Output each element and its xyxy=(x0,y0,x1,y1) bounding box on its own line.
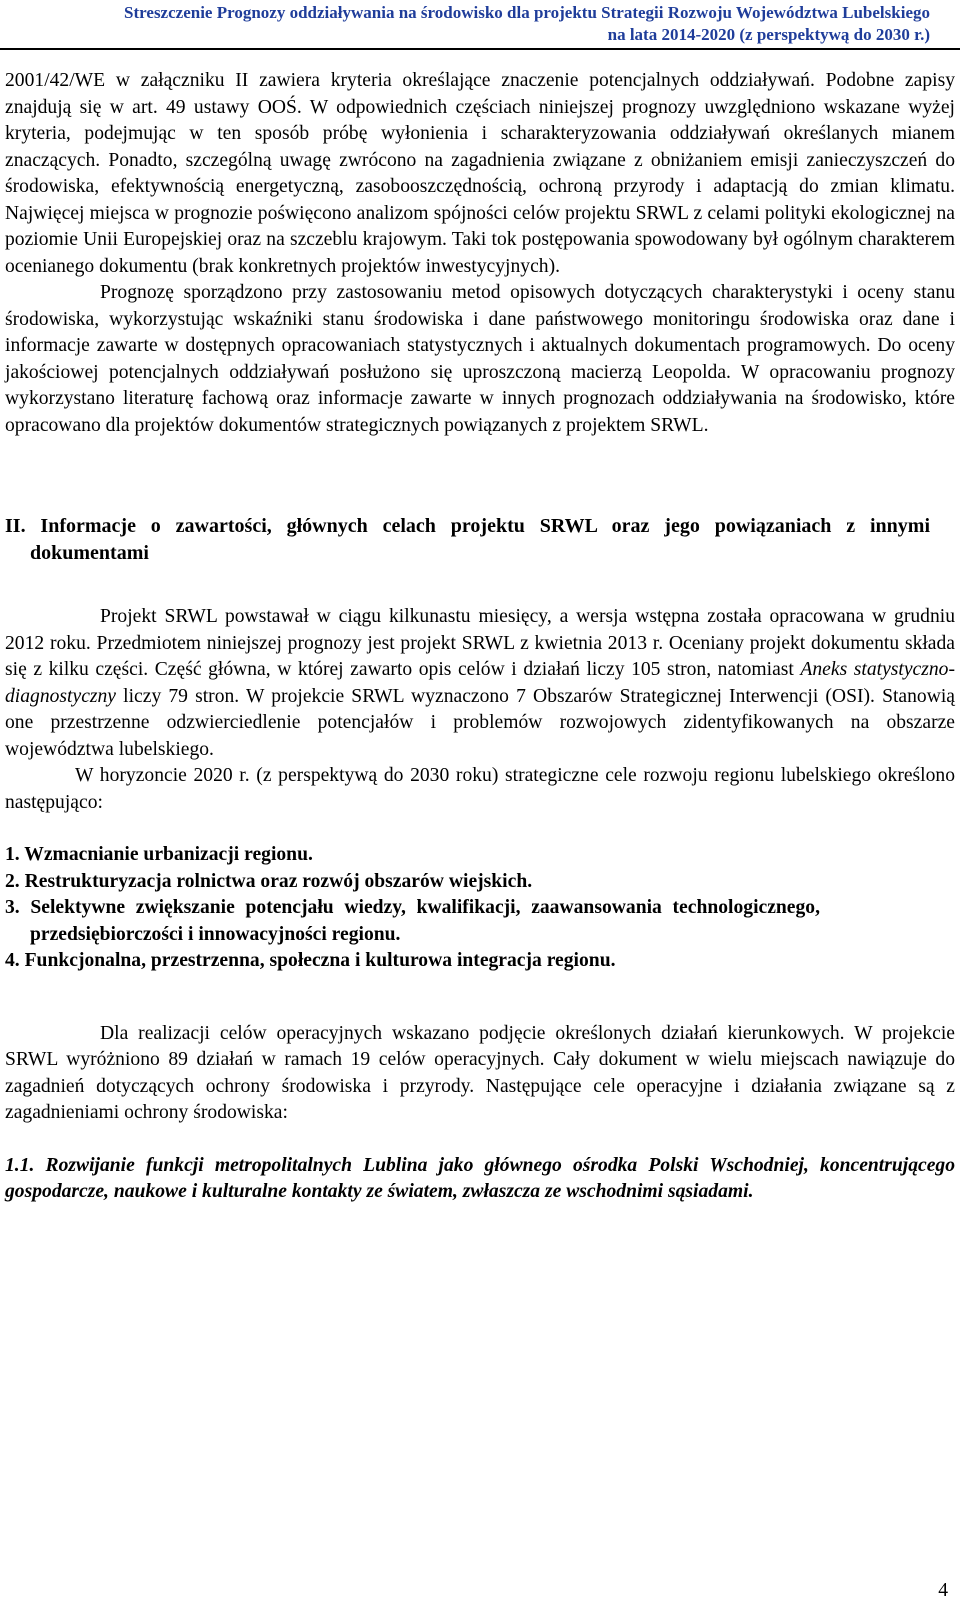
list-item: 4. Funkcjonalna, przestrzenna, społeczna i kulturowa integracja regionu. xyxy=(5,950,616,971)
section-heading: II. Informacje o zawartości, głównych celach projektu SRWL oraz jego powiązaniach z innymi dokumentami xyxy=(5,515,930,564)
paragraph-3-text-a: Projekt SRWL powstawał w ciągu kilkunastu miesięcy, a wersja wstępna została opracowana w grudniu 2012 roku. Przedmiotem niniejszej prognozy jest projekt SRWL z kwietnia 2013 r. Oceniany projekt dokumentu składa się z kilku części. Część główna, w której zawarto opis celów i działań liczy 105 stron, natomiast xyxy=(5,606,955,680)
strategic-goals-list xyxy=(5,842,955,975)
paragraph-3-italic: Aneks statystyczno-diagnostyczny xyxy=(5,659,955,707)
document-body xyxy=(5,68,955,1206)
header-rule xyxy=(0,48,960,50)
paragraph-2: Prognozę sporządzono przy zastosowaniu metod opisowych dotyczących charakterystyki i oceny stanu środowiska, wykorzystując wskaźniki stanu środowiska i dane państwowego monitoringu środowiska oraz dane i informacje zawarte w dostępnych opracowaniach statystycznych i aktualnych dokumentach programowych. Do oceny jakościowej potencjalnych oddziaływań posłużono się uproszczoną macierzą Leopolda. W opracowaniu prognozy wykorzystano literaturę fachową oraz informacje zawarte w innych prognozach oddziaływania na środowisko, które opracowano dla projektów dokumentów strategicznych powiązanych z projektem SRWL. xyxy=(5,282,955,436)
paragraph-3-text-b: liczy 79 stron. W projekcie SRWL wyznaczono 7 Obszarów Strategicznej Interwencji (OSI). Stanowią one przestrzenne odzwierciedlenie potencjałów i problemów rozwojowych zidentyfikowanych na obszarze województwa lubelskiego. xyxy=(5,685,955,760)
list-item: 1. Wzmacnianie urbanizacji regionu. xyxy=(5,844,313,865)
list-item: 3. Selektywne zwiększanie potencjału wiedzy, kwalifikacji, zaawansowania technologicznego, przedsiębiorczości i innowacyjności regionu. xyxy=(5,897,820,945)
header-line-1: Streszczenie Prognozy oddziaływania na środowisko dla projektu Strategii Rozwoju Województwa Lubelskiego xyxy=(124,3,930,22)
page-number: 4 xyxy=(938,1580,948,1601)
header-line-2: na lata 2014-2020 (z perspektywą do 2030 r.) xyxy=(607,25,930,44)
paragraph-4: W horyzoncie 2020 r. (z perspektywą do 2030 roku) strategiczne cele rozwoju regionu lubelskiego określono następująco: xyxy=(5,765,955,813)
operational-goal-1-1: 1.1. Rozwijanie funkcji metropolitalnych Lublina jako głównego ośrodka Polski Wschodniej, koncentrującego gospodarcze, naukowe i kulturalne kontakty ze światem, zwłaszcza ze wschodnimi sąsiadami. xyxy=(5,1154,955,1202)
page-header xyxy=(0,0,960,48)
paragraph-1: 2001/42/WE w załączniku II zawiera kryteria określające znaczenie potencjalnych oddziaływań. Podobne zapisy znajdują się w art. 49 ustawy OOŚ. W odpowiednich częściach niniejszej prognozy uwzględniono wskazane wyżej kryteria, podejmując w ten sposób próbę wyłonienia i scharakteryzowania oddziaływań określanych mianem znaczących. Ponadto, szczególną uwagę zwrócono na zagadnienia związane z obniżaniem emisji zanieczyszczeń do środowiska, efektywnością energetyczną, zasobooszczędnością, ochroną przyrody i adaptacją do zmian klimatu. Najwięcej miejsca w prognozie poświęcono analizom spójności celów projektu SRWL z celami polityki ekologicznej na poziomie Unii Europejskiej oraz na szczeblu krajowym. Taki tok postępowania spowodowany był ogólnym charakterem ocenianego dokumentu (brak konkretnych projektów inwestycyjnych). xyxy=(5,70,955,277)
paragraph-5: Dla realizacji celów operacyjnych wskazano podjęcie określonych działań kierunkowych. W projekcie SRWL wyróżniono 89 działań w ramach 19 celów operacyjnych. Cały dokument w wielu miejscach nawiązuje do zagadnień dotyczących ochrony środowiska i przyrody. Następujące cele operacyjne i działania związane są z zagadnieniami ochrony środowiska: xyxy=(5,1022,955,1123)
paragraph-3 xyxy=(5,604,955,763)
list-item: 2. Restrukturyzacja rolnictwa oraz rozwój obszarów wiejskich. xyxy=(5,870,533,892)
